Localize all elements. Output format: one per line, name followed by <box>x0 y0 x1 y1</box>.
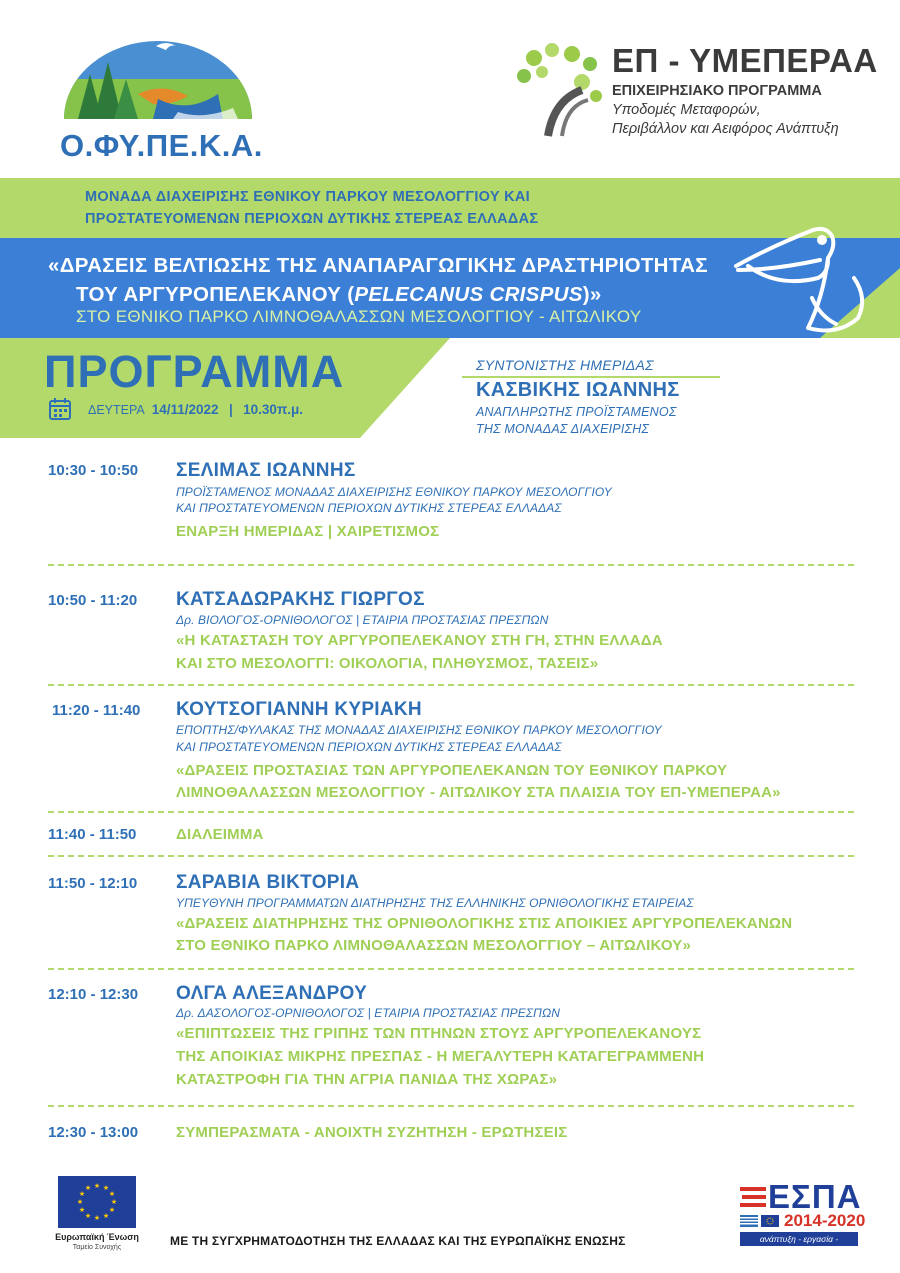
schedule-divider <box>48 684 854 686</box>
schedule-topic: «ΔΡΑΣΕΙΣ ΠΡΟΣΤΑΣΙΑΣ ΤΩΝ ΑΡΓΥΡΟΠΕΛΕΚΑΝΩΝ ΤΟΥ ΕΘΝΙΚΟΥ ΠΑΡΚΟΥ <box>176 762 728 779</box>
programme-title: ΠΡΟΓΡΑΜΜΑ <box>44 346 345 397</box>
svg-text:★: ★ <box>84 1212 92 1220</box>
schedule-topic: «ΔΡΑΣΕΙΣ ΔΙΑΤΗΡΗΣΗΣ ΤΗΣ ΟΡΝΙΘΟΛΟΓΙΚΗΣ ΣΤΙΣ ΑΠΟΙΚΙΕΣ ΑΡΓΥΡΟΠΕΛΕΚΑΝΩΝ <box>176 915 793 932</box>
pelican-outline-icon <box>728 218 878 343</box>
event-subtitle: ΣΤΟ ΕΘΝΙΚΟ ΠΑΡΚΟ ΛΙΜΝΟΘΑΛΑΣΣΩΝ ΜΕΣΟΛΟΓΓΙΟΥ - ΑΙΤΩΛΙΚΟΥ <box>76 307 642 326</box>
schedule-role: ΕΠΟΠΤΗΣ/ΦΥΛΑΚΑΣ ΤΗΣ ΜΟΝΑΔΑΣ ΔΙΑΧΕΙΡΙΣΗΣ ΕΘΝΙΚΟΥ ΠΑΡΚΟΥ ΜΕΣΟΛΟΓΓΙΟΥ <box>176 723 662 737</box>
management-unit-line2: ΠΡΟΣΤΑΤΕΥΟΜΕΝΩΝ ΠΕΡΙΟΧΩΝ ΔΥΤΙΚΗΣ ΣΤΕΡΕΑΣ ΕΛΛΑΔΑΣ <box>85 211 539 227</box>
svg-text:★: ★ <box>84 1184 92 1192</box>
programme-date <box>88 402 303 417</box>
schedule-topic: ΤΗΣ ΑΠΟΙΚΙΑΣ ΜΙΚΡΗΣ ΠΡΕΣΠΑΣ - Η ΜΕΓΑΛΥΤΕΡΗ ΚΑΤΑΓΕΓΡΑΜΜΕΝΗ <box>176 1048 705 1065</box>
svg-text:★: ★ <box>76 1198 84 1206</box>
svg-text:★: ★ <box>78 1206 86 1214</box>
schedule-role: ΠΡΟΪΣΤΑΜΕΝΟΣ ΜΟΝΑΔΑΣ ΔΙΑΧΕΙΡΙΣΗΣ ΕΘΝΙΚΟΥ ΠΑΡΚΟΥ ΜΕΣΟΛΟΓΓΙΟΥ <box>176 485 612 499</box>
programme-day: ΔΕΥΤΕΡΑ <box>88 403 145 417</box>
schedule-divider <box>48 564 854 566</box>
schedule-topic: «ΕΠΙΠΤΩΣΕΙΣ ΤΗΣ ΓΡΙΠΗΣ ΤΩΝ ΠΤΗΝΩΝ ΣΤΟΥΣ ΑΡΓΥΡΟΠΕΛΕΚΑΝΟΥΣ <box>176 1025 702 1042</box>
svg-text:★: ★ <box>110 1198 118 1206</box>
event-title-line1: «ΔΡΑΣΕΙΣ ΒΕΛΤΙΩΣΗΣ ΤΗΣ ΑΝΑΠΑΡΑΓΩΓΙΚΗΣ ΔΡΑΣΤΗΡΙΟΤΗΤΑΣ <box>48 254 708 277</box>
coordinator-label: ΣΥΝΤΟΝΙΣΤΗΣ ΗΜΕΡΙΔΑΣ <box>476 357 654 373</box>
coordinator-divider <box>462 376 720 378</box>
espa-years: 2014-2020 <box>784 1211 866 1230</box>
ep-ymeperaa-subtitle: ΕΠΙΧΕΙΡΗΣΙΑΚΟ ΠΡΟΓΡΑΜΜΑ <box>612 83 822 99</box>
schedule-speaker: ΣΑΡΑΒΙΑ ΒΙΚΤΟΡΙΑ <box>176 872 360 893</box>
schedule-time: 11:20 - 11:40 <box>52 702 141 719</box>
management-unit-title <box>85 186 538 230</box>
schedule-time: 11:50 - 12:10 <box>48 875 138 892</box>
svg-text:★: ★ <box>93 1214 101 1222</box>
espa-logo-word: ΕΣΠΑ <box>768 1178 862 1215</box>
coordinator-role-line1: ΑΝΑΠΛΗΡΩΤΗΣ ΠΡΟΪΣΤΑΜΕΝΟΣ <box>476 405 677 419</box>
schedule-topic: ΕΝΑΡΞΗ ΗΜΕΡΙΔΑΣ | ΧΑΙΡΕΤΙΣΜΟΣ <box>176 523 440 540</box>
ep-ymeperaa-title: ΕΠ - ΥΜΕΠΕΡΑΑ <box>612 42 878 79</box>
schedule-topic: «Η ΚΑΤΑΣΤΑΣΗ ΤΟΥ ΑΡΓΥΡΟΠΕΛΕΚΑΝΟΥ ΣΤΗ ΓΗ, ΣΤΗΝ ΕΛΛΑΔΑ <box>176 632 663 649</box>
schedule-divider <box>48 855 854 857</box>
ep-ymeperaa-line2: Περιβάλλον και Αειφόρος Ανάπτυξη <box>612 121 839 137</box>
schedule-time: 10:50 - 11:20 <box>48 592 138 609</box>
schedule-divider <box>48 1105 854 1107</box>
coordinator-role-line2: ΤΗΣ ΜΟΝΑΔΑΣ ΔΙΑΧΕΙΡΙΣΗΣ <box>476 422 650 436</box>
programme-start-time: 10.30π.μ. <box>243 402 304 417</box>
cofunding-statement: ΜΕ ΤΗ ΣΥΓΧΡΗΜΑΤΟΔΟΤΗΣΗ ΤΗΣ ΕΛΛΑΔΑΣ ΚΑΙ ΤΗΣ ΕΥΡΩΠΑΪΚΗΣ ΕΝΩΣΗΣ <box>170 1234 626 1248</box>
schedule-time: 12:30 - 13:00 <box>48 1124 139 1141</box>
svg-text:★: ★ <box>102 1212 110 1220</box>
svg-text:★: ★ <box>93 1182 101 1190</box>
ep-ymeperaa-line1: Υποδομές Μεταφορών, <box>612 102 761 118</box>
schedule-role: ΚΑΙ ΠΡΟΣΤΑΤΕΥΟΜΕΝΩΝ ΠΕΡΙΟΧΩΝ ΔΥΤΙΚΗΣ ΣΤΕΡΕΑΣ ΕΛΛΑΔΑΣ <box>176 501 562 515</box>
schedule-time: 11:40 - 11:50 <box>48 826 137 843</box>
svg-text:★: ★ <box>108 1190 116 1198</box>
schedule-role: Δρ. ΔΑΣΟΛΟΓΟΣ-ΟΡΝΙΘΟΛΟΓΟΣ | ΕΤΑΙΡΙΑ ΠΡΟΣΤΑΣΙΑΣ ΠΡΕΣΠΩΝ <box>176 1006 560 1020</box>
event-title-latin: PELECANUS CRISPUS <box>354 283 583 306</box>
schedule-topic: ΚΑΙ ΣΤΟ ΜΕΣΟΛΟΓΓΙ: ΟΙΚΟΛΟΓΙΑ, ΠΛΗΘΥΣΜΟΣ, ΤΑΣΕΙΣ» <box>176 655 599 672</box>
greek-eu-flags-icon <box>740 1215 780 1227</box>
calendar-icon <box>48 397 72 421</box>
event-title-suffix: )» <box>582 283 602 306</box>
eu-caption: Ευρωπαϊκή Ένωση <box>55 1232 139 1242</box>
schedule-role: ΥΠΕΥΘΥΝΗ ΠΡΟΓΡΑΜΜΑΤΩΝ ΔΙΑΤΗΡΗΣΗΣ ΤΗΣ ΕΛΛΗΝΙΚΗΣ ΟΡΝΙΘΟΛΟΓΙΚΗΣ ΕΤΑΙΡΕΙΑΣ <box>176 896 694 910</box>
schedule-topic: ΚΑΤΑΣΤΡΟΦΗ ΓΙΑ ΤΗΝ ΑΓΡΙΑ ΠΑΝΙΔΑ ΤΗΣ ΧΩΡΑΣ» <box>176 1071 558 1088</box>
schedule-break: ΔΙΑΛΕΙΜΜΑ <box>176 826 264 843</box>
schedule-time: 12:10 - 12:30 <box>48 986 139 1003</box>
schedule-divider <box>48 811 854 813</box>
event-title-prefix: ΤΟΥ ΑΡΓΥΡΟΠΕΛΕΚΑΝΟΥ ( <box>76 283 355 306</box>
schedule-speaker: ΚΑΤΣΑΔΩΡΑΚΗΣ ΓΙΩΡΓΟΣ <box>176 589 425 610</box>
schedule-speaker: ΣΕΛΙΜΑΣ ΙΩΑΝΝΗΣ <box>176 460 356 481</box>
svg-text:★: ★ <box>78 1190 86 1198</box>
event-title-line2 <box>76 283 602 307</box>
schedule-topic: ΛΙΜΝΟΘΑΛΑΣΣΩΝ ΜΕΣΟΛΟΓΓΙΟΥ - ΑΙΤΩΛΙΚΟΥ ΣΤΑ ΠΛΑΙΣΙΑ ΤΟΥ ΕΠ-ΥΜΕΠΕΡΑΑ» <box>176 784 781 801</box>
schedule-topic: ΣΤΟ ΕΘΝΙΚΟ ΠΑΡΚΟ ΛΙΜΝΟΘΑΛΑΣΣΩΝ ΜΕΣΟΛΟΓΓΙΟΥ – ΑΙΤΩΛΙΚΟΥ» <box>176 937 692 954</box>
schedule-role: ΚΑΙ ΠΡΟΣΤΑΤΕΥΟΜΕΝΩΝ ΠΕΡΙΟΧΩΝ ΔΥΤΙΚΗΣ ΣΤΕΡΕΑΣ ΕΛΛΑΔΑΣ <box>176 740 562 754</box>
ep-ymeperaa-logo-icon <box>512 40 606 140</box>
svg-text:★: ★ <box>102 1184 110 1192</box>
espa-stripes-icon <box>738 1186 768 1208</box>
eu-fund-caption: Ταμείο Συνοχής <box>72 1244 122 1251</box>
espa-motto: ανάπτυξη - εργασία - αλληλεγγύη <box>740 1232 858 1246</box>
schedule-divider <box>48 968 854 970</box>
eu-flag-icon <box>58 1176 136 1228</box>
coordinator-name: ΚΑΣΒΙΚΗΣ ΙΩΑΝΝΗΣ <box>476 379 680 401</box>
schedule-speaker: ΟΛΓΑ ΑΛΕΞΑΝΔΡΟΥ <box>176 983 368 1004</box>
programme-date-value: 14/11/2022 <box>151 402 219 417</box>
schedule-closing: ΣΥΜΠΕΡΑΣΜΑΤΑ - ΑΝΟΙΧΤΗ ΣΥΖΗΤΗΣΗ - ΕΡΩΤΗΣΕΙΣ <box>176 1124 568 1141</box>
schedule-role: Δρ. ΒΙΟΛΟΓΟΣ-ΟΡΝΙΘΟΛΟΓΟΣ | ΕΤΑΙΡΙΑ ΠΡΟΣΤΑΣΙΑΣ ΠΡΕΣΠΩΝ <box>176 613 549 627</box>
management-unit-line1: ΜΟΝΑΔΑ ΔΙΑΧΕΙΡΙΣΗΣ ΕΘΝΙΚΟΥ ΠΑΡΚΟΥ ΜΕΣΟΛΟΓΓΙΟΥ ΚΑΙ <box>85 189 531 205</box>
ofypeka-name: Ο.ΦΥ.ΠΕ.Κ.Α. <box>60 128 263 163</box>
schedule-speaker: ΚΟΥΤΣΟΓΙΑΝΝΗ ΚΥΡΙΑΚΗ <box>176 699 422 720</box>
svg-text:★: ★ <box>108 1206 116 1214</box>
schedule-time: 10:30 - 10:50 <box>48 462 139 479</box>
programme-separator: | <box>228 402 233 417</box>
